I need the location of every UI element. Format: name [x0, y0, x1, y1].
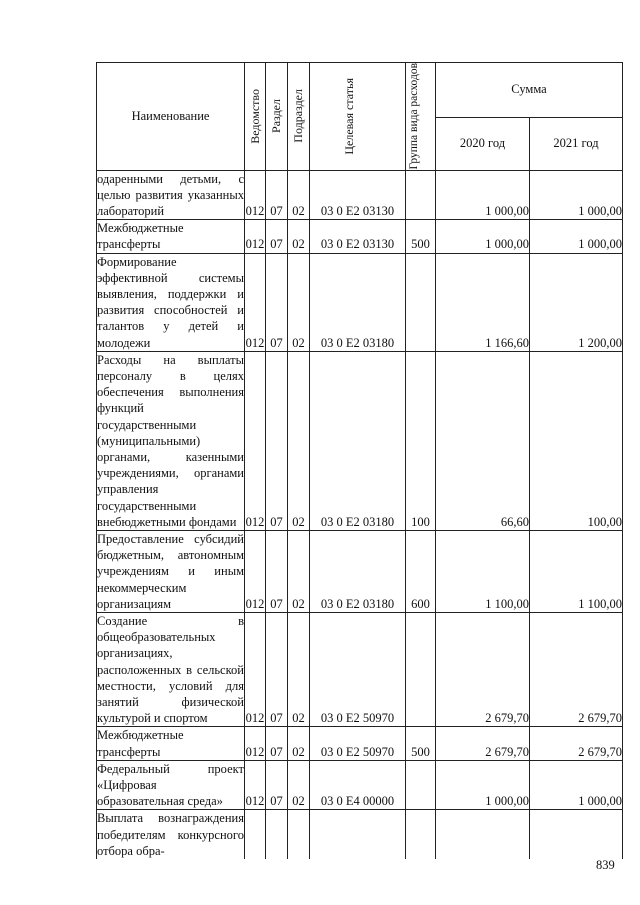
header-celevaya: Целевая статья: [310, 63, 406, 171]
cell-vr: 500: [406, 220, 436, 253]
cell-ved: 012: [245, 531, 266, 613]
cell-y2: 1 200,00: [530, 253, 623, 351]
cell-name: Межбюджетные трансферты: [97, 727, 245, 760]
cell-y2: [530, 810, 623, 859]
cell-name: Расходы на выплаты персоналу в целях обеспечения выполнения функций государственными (муниципальными) органами, казенными учреждениями, органами управления государственными внебюджетными фондами: [97, 352, 244, 529]
cell-vr: [406, 760, 436, 810]
cell-name: Создание в общеобразовательных организациях, расположенных в сельской местности, условий для занятий физической культурой и спортом: [97, 614, 244, 726]
header-vedomstvo: Ведомство: [245, 63, 266, 171]
cell-cs: 03 0 E2 03130: [310, 170, 406, 220]
cell-cs: 03 0 E2 03180: [310, 531, 406, 613]
cell-vr: 600: [406, 531, 436, 613]
cell-rz: 07: [266, 531, 288, 613]
cell-y2: 1 000,00: [530, 220, 623, 253]
cell-name: Формирование эффективной системы выявления, поддержки и развития способностей и талантов у детей и молодежи: [97, 254, 244, 350]
cell-vr: 500: [406, 727, 436, 760]
table-row: [97, 760, 623, 810]
cell-y1: 1 166,60: [436, 253, 530, 351]
table-row: [97, 531, 623, 613]
page-number: 839: [596, 858, 615, 872]
cell-y1: 2 679,70: [436, 613, 530, 727]
cell-rz: 07: [266, 170, 288, 220]
cell-y2: 1 000,00: [530, 760, 623, 810]
cell-pr: 02: [288, 760, 310, 810]
cell-pr: 02: [288, 170, 310, 220]
header-razdel: Раздел: [266, 63, 288, 171]
cell-pr: 02: [288, 613, 310, 727]
table-row: [97, 220, 623, 253]
cell-rz: 07: [266, 220, 288, 253]
cell-name: Предоставление субсидий бюджетным, автономным учреждениям и иным некоммерческим организациям: [97, 532, 244, 611]
cell-rz: [266, 810, 288, 859]
cell-pr: 02: [288, 220, 310, 253]
table-row: [97, 253, 623, 351]
cell-pr: 02: [288, 351, 310, 530]
cell-y1: 2 679,70: [436, 727, 530, 760]
cell-pr: 02: [288, 253, 310, 351]
cell-pr: [288, 810, 310, 859]
cell-cs: 03 0 E2 03180: [310, 351, 406, 530]
header-year-2020: 2020 год: [436, 117, 530, 170]
cell-cs: 03 0 E2 50970: [310, 613, 406, 727]
cell-cs: 03 0 E2 50970: [310, 727, 406, 760]
cell-y1: 1 100,00: [436, 531, 530, 613]
cell-y2: 2 679,70: [530, 613, 623, 727]
cell-pr: 02: [288, 727, 310, 760]
cell-ved: 012: [245, 220, 266, 253]
cell-y2: 2 679,70: [530, 727, 623, 760]
cell-y1: [436, 810, 530, 859]
table-row: [97, 351, 623, 530]
cell-cs: 03 0 E2 03130: [310, 220, 406, 253]
cell-vr: 100: [406, 351, 436, 530]
cell-y1: 1 000,00: [436, 170, 530, 220]
cell-name: одаренными детьми, с целью развития указанных лабораторий: [97, 171, 244, 218]
cell-ved: 012: [245, 760, 266, 810]
cell-y2: 100,00: [530, 351, 623, 530]
cell-rz: 07: [266, 760, 288, 810]
cell-vr: [406, 810, 436, 859]
budget-table: [96, 62, 623, 859]
header-gruppa: Группа вида расходов: [406, 63, 436, 171]
cell-cs: 03 0 E4 00000: [310, 760, 406, 810]
cell-ved: 012: [245, 170, 266, 220]
header-year-2021: 2021 год: [530, 117, 623, 170]
table-row: [97, 613, 623, 727]
cell-name: Межбюджетные трансферты: [97, 220, 245, 253]
cell-rz: 07: [266, 727, 288, 760]
header-podrazdel: Подраздел: [288, 63, 310, 171]
cell-ved: 012: [245, 253, 266, 351]
cell-vr: [406, 253, 436, 351]
cell-pr: 02: [288, 531, 310, 613]
table-row: [97, 727, 623, 760]
cell-y2: 1 100,00: [530, 531, 623, 613]
cell-name: Выплата вознаграждения победителям конкурсного отбора обра-: [97, 811, 244, 858]
cell-cs: 03 0 E2 03180: [310, 253, 406, 351]
header-name: Наименование: [97, 63, 245, 171]
cell-y1: 1 000,00: [436, 760, 530, 810]
cell-y1: 66,60: [436, 351, 530, 530]
cell-name: Федеральный проект «Цифровая образовательная среда»: [97, 761, 244, 809]
cell-vr: [406, 613, 436, 727]
header-summa: Сумма: [436, 63, 623, 118]
cell-rz: 07: [266, 351, 288, 530]
cell-rz: 07: [266, 253, 288, 351]
cell-y2: 1 000,00: [530, 170, 623, 220]
cell-rz: 07: [266, 613, 288, 727]
cell-ved: [245, 810, 266, 859]
cell-ved: 012: [245, 613, 266, 727]
table-row: [97, 170, 623, 220]
cell-vr: [406, 170, 436, 220]
cell-cs: [310, 810, 406, 859]
table-row: [97, 810, 623, 859]
cell-ved: 012: [245, 351, 266, 530]
cell-ved: 012: [245, 727, 266, 760]
cell-y1: 1 000,00: [436, 220, 530, 253]
